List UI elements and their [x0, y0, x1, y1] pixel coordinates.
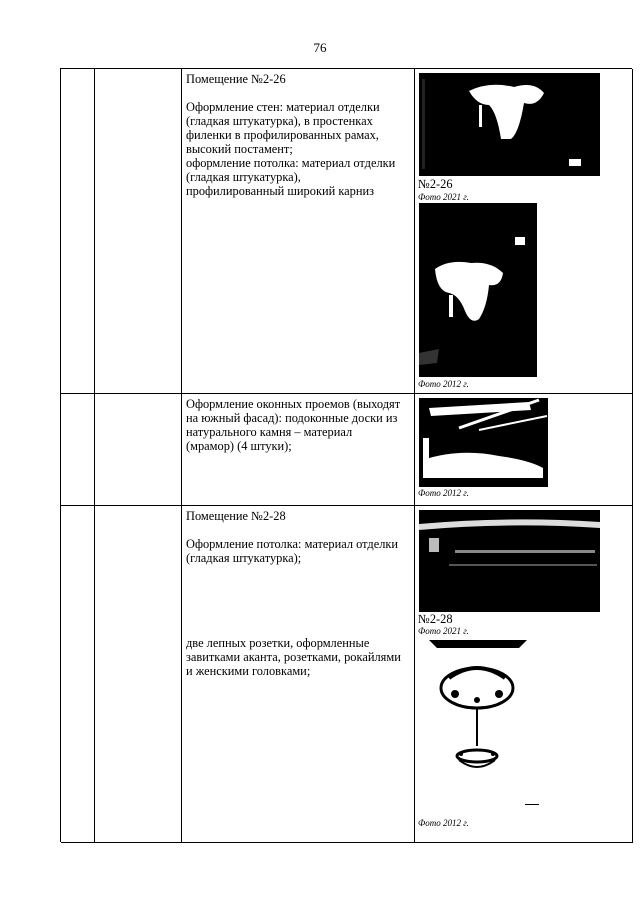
item-cell [95, 394, 182, 505]
number-cell [61, 69, 95, 393]
photo-caption: Фото 2012 г. [418, 818, 469, 828]
description-cell [182, 506, 415, 842]
description-cell [182, 69, 415, 393]
photo-cell [415, 69, 633, 393]
description-line: (гладкая штукатурка), [186, 170, 301, 184]
description-line: высокий постамент; [186, 142, 293, 156]
page-number: 76 [313, 40, 327, 55]
description-line: завитками аканта, розетками, рокайлями [186, 650, 401, 664]
photo-caption: Фото 2021 г. [418, 626, 469, 636]
inventory-table [60, 68, 632, 842]
description-line: натурального камня – материал [186, 425, 353, 439]
description-line: две лепных розетки, оформленные [186, 636, 370, 650]
description-line: (гладкая штукатурка), в простенках [186, 114, 373, 128]
photo-number: №2-28 [418, 612, 453, 626]
description-line: (гладкая штукатурка); [186, 551, 302, 565]
photo-caption: Фото 2021 г. [418, 192, 469, 202]
room-photo-2021 [419, 73, 600, 176]
window-photo-2012 [419, 398, 548, 487]
room-title: Помещение №2-28 [186, 509, 286, 523]
table-row [61, 506, 633, 843]
description-line: Оформление стен: материал отделки [186, 100, 380, 114]
description-line: оформление потолка: материал отделки [186, 156, 396, 170]
number-cell [61, 394, 95, 505]
description-line: Оформление оконных проемов (выходят [186, 397, 401, 411]
table-row [61, 394, 633, 506]
rosette-description [186, 636, 412, 678]
description-cell [182, 394, 415, 505]
description-line: филенки в профилированных рамах, [186, 128, 379, 142]
photo-cell [415, 506, 633, 842]
item-cell [95, 506, 182, 842]
table-row [61, 69, 633, 394]
item-cell [95, 69, 182, 393]
description-line: (мрамор) (4 штуки); [186, 439, 292, 453]
description-line: на южный фасад): подоконные доски из [186, 411, 398, 425]
room-photo-2021 [419, 510, 600, 612]
photo-caption: Фото 2012 г. [418, 488, 469, 498]
photo-number: №2-26 [418, 177, 453, 191]
rosette-photo-2012 [419, 638, 537, 778]
description-line: и женскими головками; [186, 664, 311, 678]
room-title: Помещение №2-26 [186, 72, 286, 86]
description-line: Оформление потолка: материал отделки [186, 537, 399, 551]
photo-caption: Фото 2012 г. [418, 379, 469, 389]
number-cell [61, 506, 95, 842]
description-line: профилированный широкий карниз [186, 184, 375, 198]
photo-cell [415, 394, 633, 505]
room-photo-2012 [419, 203, 537, 377]
stray-mark [525, 804, 539, 805]
